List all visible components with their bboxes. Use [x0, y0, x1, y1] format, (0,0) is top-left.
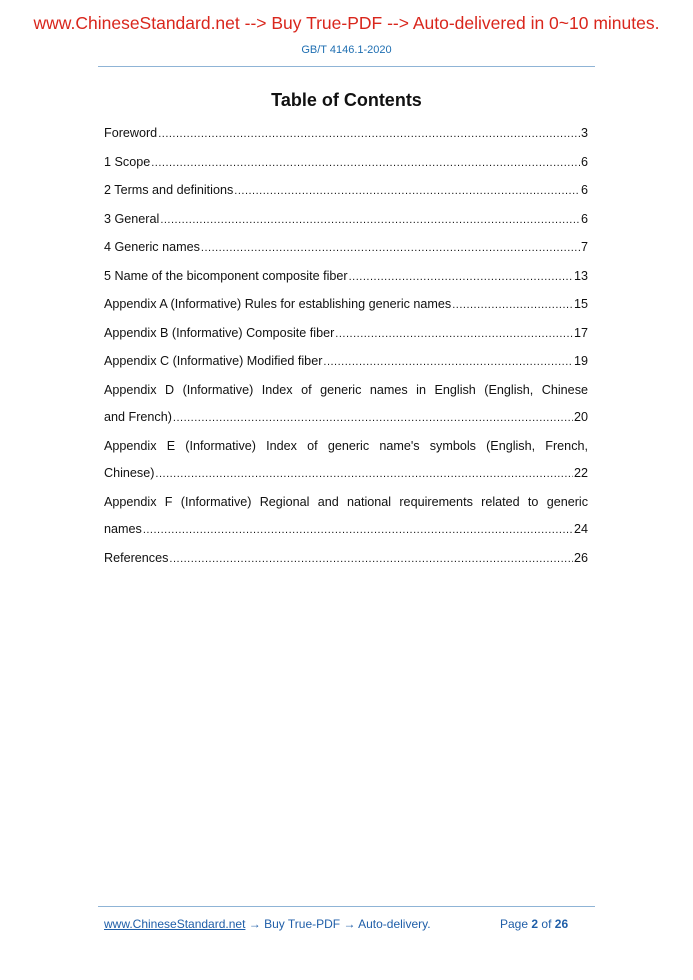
toc-leader-dots: [452, 292, 573, 320]
toc-entry-page: 13: [573, 268, 588, 283]
toc-entry-title-line2: Chinese): [104, 466, 155, 480]
toc-entry-title: Appendix B (Informative) Composite fiber: [104, 325, 335, 340]
toc-entry-terms[interactable]: [104, 177, 588, 206]
toc-entry-page: 19: [573, 354, 588, 368]
toc-leader-dots: [143, 517, 573, 545]
toc-entry-title-line2: and French): [104, 410, 172, 424]
toc-leader-dots: [158, 121, 580, 149]
table-of-contents: [104, 120, 588, 573]
toc-entry-bicomponent[interactable]: [104, 263, 588, 292]
document-number: GB/T 4146.1-2020: [301, 44, 392, 56]
toc-entry-foreword[interactable]: [104, 120, 588, 149]
toc-entry-page: 6: [580, 211, 588, 226]
toc-entry-scope[interactable]: [104, 149, 588, 178]
toc-entry-page: 7: [580, 240, 588, 254]
toc-entry-appendix-b[interactable]: [104, 320, 588, 349]
toc-entry-title: Foreword: [104, 126, 158, 140]
page-of: of: [541, 917, 552, 931]
toc-entry-page: 15: [573, 297, 588, 311]
toc-entry-appendix-c[interactable]: [104, 348, 588, 377]
toc-leader-dots: [151, 150, 580, 178]
footer-divider: [98, 906, 595, 907]
toc-leader-dots: [155, 461, 573, 489]
toc-entry-page: 22: [573, 466, 588, 480]
toc-entry-page: 17: [573, 325, 588, 340]
toc-entry-title: Appendix A (Informative) Rules for establishing generic names: [104, 297, 452, 311]
toc-entry-title: 5 Name of the bicomponent composite fiber: [104, 268, 348, 283]
toc-leader-dots: [169, 546, 573, 574]
toc-entry-appendix-e[interactable]: [104, 433, 588, 489]
toc-entry-title-line1: Appendix D (Informative) Index of generic names in English (English, Chinese: [104, 382, 588, 397]
toc-entry-appendix-f[interactable]: [104, 489, 588, 545]
footer-promo-text: → Buy True-PDF → Auto-delivery.: [245, 917, 431, 931]
toc-title: Table of Contents: [271, 90, 422, 110]
footer-link[interactable]: www.ChineseStandard.net: [104, 917, 246, 931]
toc-entry-title: References: [104, 550, 169, 565]
toc-entry-references[interactable]: [104, 545, 588, 574]
toc-entry-appendix-a[interactable]: [104, 291, 588, 320]
toc-entry-title: 4 Generic names: [104, 240, 200, 254]
toc-entry-appendix-d[interactable]: [104, 377, 588, 433]
toc-leader-dots: [201, 235, 580, 263]
toc-entry-title-line2: names: [104, 522, 142, 536]
toc-entry-page: 20: [573, 410, 588, 424]
toc-leader-dots: [160, 207, 580, 235]
toc-entry-title: 1 Scope: [104, 154, 151, 169]
toc-entry-page: 6: [580, 154, 588, 169]
page-total: 26: [554, 917, 569, 931]
toc-entry-page: 24: [573, 522, 588, 536]
toc-leader-dots: [234, 178, 580, 206]
toc-entry-generic-names[interactable]: [104, 234, 588, 263]
toc-leader-dots: [349, 264, 573, 292]
toc-entry-title: 2 Terms and definitions: [104, 183, 234, 197]
toc-entry-title: Appendix C (Informative) Modified fiber: [104, 354, 323, 368]
toc-entry-title: 3 General: [104, 211, 160, 226]
toc-leader-dots: [173, 405, 573, 433]
toc-entry-title-line1: Appendix F (Informative) Regional and national requirements related to generic: [104, 494, 588, 509]
toc-entry-page: 3: [580, 126, 588, 140]
toc-leader-dots: [323, 349, 573, 377]
toc-entry-page: 6: [580, 183, 588, 197]
footer-promo: [104, 917, 431, 931]
toc-leader-dots: [335, 321, 573, 349]
page-current: 2: [531, 917, 539, 931]
header-divider: [98, 66, 595, 67]
toc-entry-page: 26: [573, 550, 588, 565]
toc-entry-title-line1: Appendix E (Informative) Index of generic name's symbols (English, French,: [104, 438, 588, 453]
toc-entry-general[interactable]: [104, 206, 588, 235]
header-banner[interactable]: www.ChineseStandard.net --> Buy True-PDF --> Auto-delivered in 0~10 minutes.: [33, 13, 660, 33]
page-label: Page: [500, 917, 529, 931]
page-indicator: [500, 917, 568, 931]
